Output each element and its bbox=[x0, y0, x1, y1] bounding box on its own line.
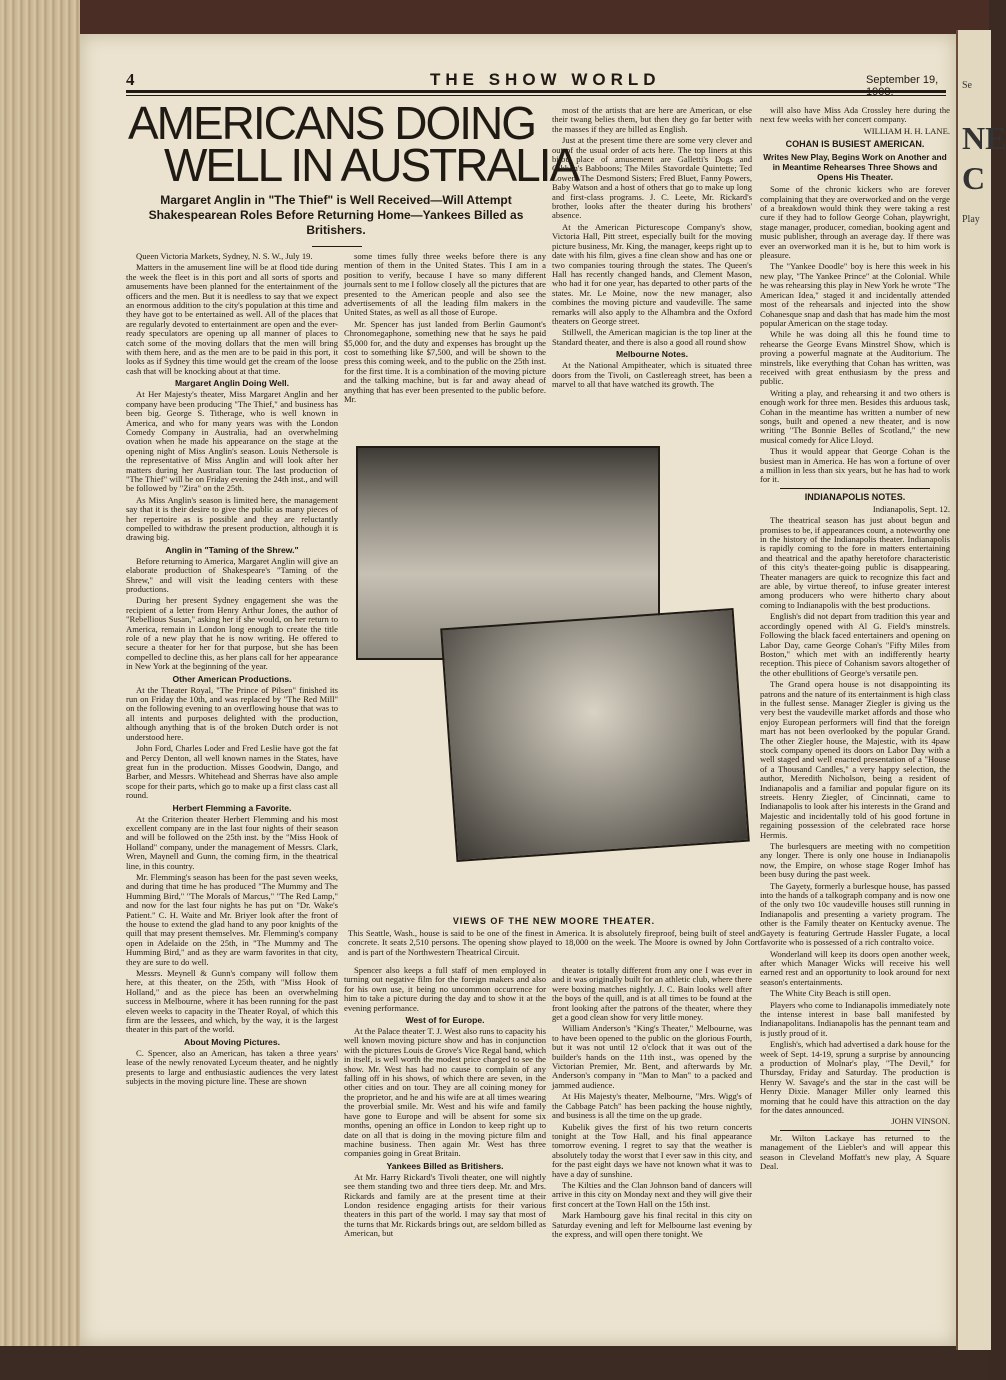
section-rule bbox=[780, 488, 930, 489]
paragraph: The White City Beach is still open. bbox=[770, 988, 891, 999]
next-page-fragment: NE bbox=[962, 120, 1006, 156]
paragraph: At the Palace theater T. J. West also runs to capacity his well known moving picture show and has in conjunction with the pictures Louis de Grove's Vice Regal band, which in itself, is well worth the modest price charged to see the show. Mr. West has had no cause to complain of any falling off in his shows, of which there are seven, in the other cities and on tour. They are all coining money for the proprietor, and he and his wife are at all times wearing the proverbial smile. Mr. West and his wife and family have gone to Europe and will be absent for some six months, opening an office in London to keep right up to date on all that is doing in the moving picture film and machine business. Then again Mr. West has three companies going in Great Britain. bbox=[344, 1026, 546, 1159]
paragraph: John Ford, Charles Loder and Fred Leslie have got the fat and Percy Denton, all well known names in the States, have great fun in the production. Misses Goodwin, Dango, and Barber, and Messrs. Whitehead and Sherras have also ample scope for their parts, which go to make up a first class cast all round. bbox=[126, 743, 338, 801]
subhead: Anglin in "Taming of the Shrew." bbox=[165, 544, 299, 555]
paragraph: will also have Miss Ada Crossley here during the next few weeks with her concert company. bbox=[760, 105, 950, 125]
cohan-headline: COHAN IS BUSIEST AMERICAN. bbox=[785, 139, 925, 150]
paragraph: most of the artists that are here are American, or else their twang belies them, but then they go far better with the masses if they are billed as English. bbox=[552, 105, 752, 134]
paragraph: As Miss Anglin's season is limited here, the management say that it is their desire to give the public as many pieces of her repertoire as is possible and they are reluctantly compelled to withdraw the present production, although it is drawing big. bbox=[126, 494, 338, 543]
header-rule bbox=[126, 90, 946, 93]
subhead: About Moving Pictures. bbox=[184, 1036, 280, 1047]
paragraph: Kubelik gives the first of his two return concerts tonight at the Tow Hall, and his final appearance tomorrow evening. I regret to say that the weather is absolutely today the worst that I ever saw in this city, and for the past eight days we have not known what it was to have a day of sunshine. bbox=[552, 1121, 752, 1179]
paragraph: English's did not depart from tradition this year and accordingly opened with Al G. Field's minstrels. Following the black faced entertainers and opening on Labor Day, came George Cohan's "Fifty Miles from Boston," which met with an indifferently hearty reception. This piece of Cohanism savors altogether of the other ebullitions of George's versatile pen. bbox=[760, 611, 950, 678]
paragraph: At the Theater Royal, "The Prince of Pilsen" finished its run on Friday the 10th, and was replaced by "The Red Mill" on the following evening to an overflowing house that was to all intents and purposes delighted with the production, although anything that is of the broken Dutch order is not understood here. bbox=[126, 684, 338, 742]
paragraph: Just at the present time there are some very clever and out of the usual order of acts here. The top liners at this bijou place of amusement are Galletti's Dogs and Gibbon's Babboons; The Miles Stavordale Quintette; Ted Lowen; The Desmond Sisters; Fred Bluet, Fanny Powers, Baby Watson and a host of others that go to make up long and first-class programs. J. C. Leete, Mr. Rickard's brother, looks after the theater during his brothers' absence. bbox=[552, 135, 752, 221]
issue-date: September 19, bbox=[866, 74, 939, 86]
paragraph: The Grand opera house is not disappointing its patrons and the nature of its entertainment is high class in the fullest sense. Manager Ziegler is giving us the very best the vaudeville market affords and those who enjoy European performers will find that the foreign mart has not been overlooked by the popular Grand. The other Ziegler house, the Majestic, with its 4paw stock company opened its doors on Labor Day with a well staged and well enacted presentation of a "House of a Thousand Candles," a very happy selection, the author, Meredith Nicholson, being a resident of Indianapolis and a familiar and popular figure on its streets. Henry Ziegler, of Cincinnati, came to Indianapolis to look after his interests in the Grand and Majestic and incidentally told of his good fortune in regaining possession of the celebrated race horse Hermis. bbox=[760, 679, 950, 840]
article-column-3-top bbox=[552, 106, 752, 434]
article-column-2-top bbox=[344, 252, 546, 434]
paragraph: Mr. Spencer has just landed from Berlin Gaumont's Chronomegaphone, something new that he says he paid $5,000 for, and the duty and expenses has brought up the cost to something like $7,500, and will be shown to the press this coming week, and to the public on the 25th inst. for the first time. It is a combination of the moving picture and the talking machine, but is far and away ahead of anything that has ever been presented to the public before. Mr. bbox=[344, 318, 546, 405]
theater-photo-collage bbox=[348, 438, 760, 888]
dateline: Queen Victoria Markets, Sydney, N. S. W., July 19. bbox=[136, 251, 313, 261]
paragraph: The theatrical season has just about begun and promises to be, if appearances count, a noteworthy one in the history of the Indianapolis theater. Indianapolis is rapidly coming to the fore in matters entertaining and theatrical and the apathy heretofore characteristic of this city's theater-going public is disappearing. Theater managers are quick to recognize this fact and are able, by virtue thereof, to infuse greater interest among producers who were hitherto chary about coming to Indianapolis with the best productions. bbox=[760, 515, 950, 610]
byline: JOHN VINSON. bbox=[891, 1116, 950, 1127]
byline: WILLIAM H. H. LANE. bbox=[863, 125, 950, 136]
headline-line-1: AMERICANS DOING bbox=[128, 97, 536, 149]
paragraph: Mr. Flemming's season has been for the past seven weeks, and during that time he has produced "The Mummy and The Humming Bird," "The Morals of Marcus," "The Red Lamp," and now for the last four nights he has put on "Dr. Wake's Patient." C. H. Waite and Mr. Briyer look after the front of the house to extend the glad hand to any poor knights of the quill that may present themselves. Mr. Flemming's company open in Adelaide on the 25th, in "The Mummy and The Humming Bird," and as they are warm favorites in that city, they are sure to do well. bbox=[126, 871, 338, 967]
article-column-4 bbox=[760, 106, 950, 1336]
next-page-edge bbox=[956, 30, 1006, 1350]
next-page-fragment: C bbox=[962, 160, 986, 196]
book-binding-top bbox=[0, 0, 989, 34]
paragraph: The burlesquers are meeting with no competition any longer. There is only one house in Indianapolis now, the Empire, on whose stage Roger Imhof has been busy during the past week. bbox=[760, 841, 950, 880]
paragraph: Stillwell, the American magician is the top liner at the Standard theater, and there is also a good all round show bbox=[552, 327, 752, 347]
article-column-3-bottom bbox=[552, 966, 752, 1336]
paragraph: At Her Majesty's theater, Miss Margaret Anglin and her company have been producing "The Thief," and business has been big. George S. Titherage, who is well known in America, and who for many years was with the London Comedy Company in Australia, had an overwhelming ovation when he made his appearance on the stage at the opening night of Miss Anglin's season. Louis Nethersole is the representative of Miss Anglin and will look after her matters during her Australian tour. The last production of "The Thief" will be on Friday evening the 24th inst., and will be followed by "Zira" on the 25th. bbox=[126, 389, 338, 494]
paragraph: While he was doing all this he found time to rehearse the George Evans Minstrel Show, which is proving a powerful magnate at the Auditorium. The minstrels, like everything that Cohan has written, was received with great enthusiasm by the press and public. bbox=[760, 329, 950, 387]
paragraph: some times fully three weeks before there is any mention of them in the United States. This I am in a position to verify, because I have so many different journals sent to me I follow closely all the pictures that are presented to the American people and also see the advertisements of all the leading film makers in the United States, as well as all those of Europe. bbox=[344, 251, 546, 318]
paragraph: English's, which had advertised a dark house for the week of Sept. 14-19, sprung a surprise by announcing a production of Molnar's play, "The Devil," for Thursday, Friday and Saturday. The production is Henry W. Savage's and the star in the cast will be Henry Dixie. Manager Miller only learned this morning that he could have this attraction on the day for the dates announced. bbox=[760, 1039, 950, 1115]
paragraph: Some of the chronic kickers who are forever complaining that they are overworked and on the verge of a breakdown would think they were taking a rest cure if they had to follow George Cohan, playwright, stage manager, producer, comedian, booking agent and music publisher, through an average day. If there was ever an overworked man it is he, but to him work is pleasure. bbox=[760, 184, 950, 261]
indianapolis-headline: INDIANAPOLIS NOTES. bbox=[804, 491, 906, 502]
cohan-deck: Writes New Play, Begins Work on Another and in Meantime Rehearses Three Shows and Opens His Theater. bbox=[763, 152, 947, 183]
photo-description: This Seattle, Wash., house is said to be one of the finest in America. It is absolutely fireproof, being built of steel and concrete. It seats 2,510 persons. The opening show played to 18,000 on the week. The Moore is owned by John Cort and is part of the Northwestern Theatrical Circuit. bbox=[348, 928, 760, 957]
subhead: West of for Europe. bbox=[405, 1015, 485, 1026]
paragraph: Writing a play, and rehearsing it and two others is enough work for three men. Besides this arduous task, Cohan in the meantime has written a number of new songs, built and opened a new theater, and is now writing "The Bonnie Belles of Scotland," the new musical comedy for Alice Lloyd. bbox=[760, 387, 950, 445]
newspaper-page bbox=[80, 34, 956, 1346]
paragraph: The "Yankee Doodle" boy is here this week in his new play, "The Yankee Prince" at the Colonial. While he was rehearsing this play in New York he wrote "The American Idea," staged it and incidentally attended most of the rehearsals and injected into the show Cohanesque snap and dash that has made him the most popular American on the stage today. bbox=[760, 261, 950, 328]
paragraph: Spencer also keeps a full staff of men employed in turning out negative film for the foreign makers and also for his own use, it being no uncommon occurrence for him to take a picture during the day and to show it at the evening performance. bbox=[344, 965, 546, 1013]
book-binding-bottom bbox=[0, 1346, 989, 1380]
headline-line-2: WELL IN AUSTRALIA bbox=[164, 139, 579, 191]
paragraph: Messrs. Meynell & Gunn's company will follow them here, at this theater, on the 25th, with "Miss Hook of Holland," and as the piece has been an overwhelming success in Melbourne, where it has been running for the past eleven weeks to capacity in the Theater Royal, of which this firm are the lessees, and which, by the way, it is the largest theater in this part of the world. bbox=[126, 968, 338, 1035]
subhead: Other American Productions. bbox=[172, 673, 292, 684]
paragraph: Players who come to Indianapolis immediately note the intense interest in base ball manifested by Indianapolitans. Indianapolis has the pennant team and is justly proud of it. bbox=[760, 999, 950, 1038]
deck-rule bbox=[312, 246, 362, 247]
theater-auditorium-photo bbox=[440, 608, 750, 862]
subhead: Yankees Billed as Britishers. bbox=[386, 1160, 504, 1171]
next-page-fragment: Play bbox=[962, 214, 980, 225]
paragraph: William Anderson's "King's Theater," Melbourne, was to have been opened to the public on the glorious Fourth, but it was not until 12 o'clock that it was out of the builder's hands on the 11th inst., was opened by the Victorian Premier, Mr. Bent, and afterwards by Mr. Anderson's company in "Man to Man" to a packed and jammed audience. bbox=[552, 1023, 752, 1090]
paragraph: Before returning to America, Margaret Anglin will give an elaborate production of Shakespeare's "Taming of the Shrew," and will visit the leading centers with these productions. bbox=[126, 555, 338, 594]
paragraph: The Kilties and the Clan Johnson band of dancers will arrive in this city on Monday next and they will give their first concert at the Town Hall on the 15th inst. bbox=[552, 1179, 752, 1209]
subhead: Melbourne Notes. bbox=[615, 349, 689, 360]
photo-caption: VIEWS OF THE NEW MOORE THEATER. bbox=[452, 916, 656, 926]
page-number: 4 bbox=[126, 70, 135, 89]
paragraph: Mr. Wilton Lackaye has returned to the management of the Liebler's and will appear this season in Cleveland Moffatt's new play, A Square Deal. bbox=[760, 1132, 950, 1172]
paragraph: Matters in the amusement line will be at flood tide during the week the fleet is in this port and all sorts of sports and amusements have been planned for the entertainment of the officers and the men. But it is needless to say that we expect an enormous addition to the city's population at this time and they have got to be entertained as well. All of the places that are regularly devoted to entertainment are open and the ever-ready speculators are opening up all manner of places to catch some of the moving dollars that the men will bring with them here, and as the men are to be paid in this port, it looks as if Sydney this time would get the cream of the loose cash that will be knocking about at that time. bbox=[126, 262, 338, 376]
masthead: THE SHOW WORLD bbox=[430, 70, 661, 89]
paragraph: At His Majesty's theater, Melbourne, "Mrs. Wigg's of the Cabbage Patch" has been packing the house nightly, and business is all the time on the up grade. bbox=[552, 1091, 752, 1121]
paragraph: Mark Hambourg gave his final recital in this city on Saturday evening and left for Melbourne last evening by the express, and will open there tonight. We bbox=[552, 1210, 752, 1239]
paragraph: Thus it would appear that George Cohan is the busiest man in America. He has won a fortune of over a million in less than six years, but he has had to work for it. bbox=[760, 446, 950, 485]
paragraph: theater is totally different from any one I was ever in and it was originally built for an athletic club, where there were boxing matches nightly. J. C. Bain looks well after the boys of the quill, and is at all times to be found at the front looking after the patrons of the theater, where they get a good clean show for very little money. bbox=[552, 965, 752, 1023]
book-binding bbox=[0, 0, 80, 1380]
paragraph: At Mr. Harry Rickard's Tivoli theater, one will nightly see them standing two and three tiers deep. Mr. and Mrs. Rickards and family are at the present time at their London residence engaging artists for their various theaters in this part of the world. I may say that most of the turns that Mr. Rickards brings out, are seldom billed as American, but bbox=[344, 1171, 546, 1239]
paragraph: At the American Picturescope Company's show, Victoria Hall, Pitt street, especially built for the moving picture business, Mr. King, the manager, keeps right up to date with his film, gives a fine clean show and has one or two companies touring through the states. The Queen's Hall has recently changed hands, and Clement Mason, who had it for one year, has departed to other parts of the states. Mr. Le Moine, now the new manager, also combines the moving picture and vaudeville. The same remarks will also apply to the Alhambra and the Oxford theaters on George street. bbox=[552, 221, 752, 326]
article-column-1 bbox=[126, 252, 338, 1336]
subhead: Herbert Flemming a Favorite. bbox=[172, 802, 292, 813]
paragraph: At the Criterion theater Herbert Flemming and his most excellent company are in the last four nights of their season and will be followed on the 25th inst. by the "Miss Hook of Holland" company, under the management of Messrs. Clark, Wren, Maynell and Gunn, the coming firm, in the theatrical line, in this country. bbox=[126, 813, 338, 871]
section-rule bbox=[780, 1130, 930, 1131]
dateline: Indianapolis, Sept. 12. bbox=[872, 503, 950, 514]
headline-deck: Margaret Anglin in "The Thief" is Well Received—Will Attempt Shakespearean Roles Before Returning Home—Yankees Billed as Britishers. bbox=[148, 193, 524, 237]
header-rule-thin bbox=[126, 95, 946, 96]
next-page-fragment: Se bbox=[962, 80, 972, 91]
article-column-2-bottom bbox=[344, 966, 546, 1336]
subhead: Margaret Anglin Doing Well. bbox=[174, 378, 290, 389]
paragraph: At the National Ampitheater, which is situated three doors from the Tivoli, on Castlereagh street, has been a marvel to all that have watched its growth. The bbox=[552, 360, 752, 389]
paragraph: The Gayety, formerly a burlesque house, has passed into the hands of a talkograph company and is now one of the only two 10c vaudeville houses still running in Indianapolis and presenting a variety program. The other is the Family theater on Kentucky avenue. The Gayety is featuring Gertrude Hassler Fugate, a local favorite who is possessed of a rich contralto voice. bbox=[760, 880, 950, 948]
paragraph: Wonderland will keep its doors open another week, after which Manager Wicks will receive his well earned rest and an opportunity to look around for next season's entertainments. bbox=[760, 948, 950, 987]
paragraph: C. Spencer, also an American, has taken a three years' lease of the newly renovated Lyceum theater, and he nightly presents to large and enthusiastic audiences the very latest subjects in the moving picture line. These are shown bbox=[126, 1047, 338, 1087]
paragraph: During her present Sydney engagement she was the recipient of a letter from Henry Arthur Jones, the author of "Rebellious Susan," asking her if she would, on her return to America, remain in London long enough to create the title role of a new play that he is now writing. He offered to secure a theater for her for that purpose, but she has been compelled to decline this, as her plans call for her appearance in New York at the beginning of the year. bbox=[126, 595, 338, 672]
